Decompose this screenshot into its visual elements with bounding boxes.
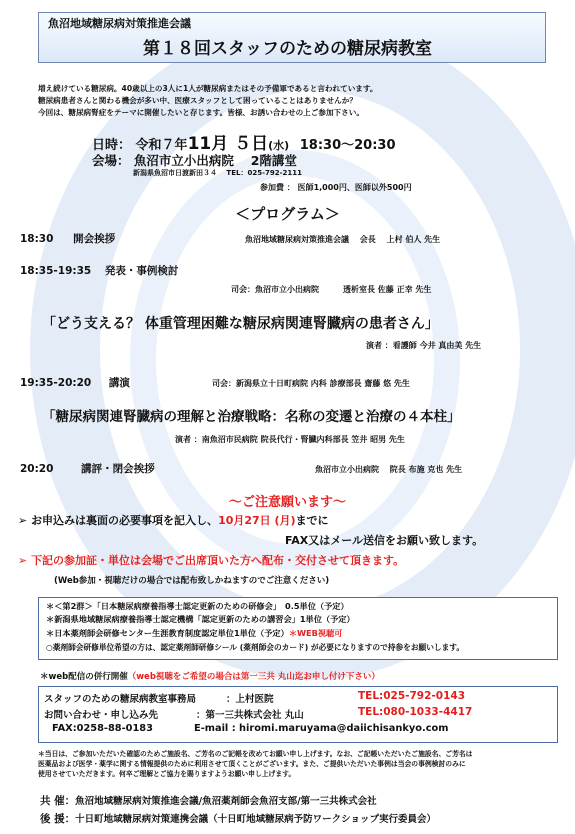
venue-name: 魚沼市立小出病院 2階講堂 bbox=[133, 153, 297, 168]
cohost-label: 共 催： bbox=[40, 795, 76, 807]
page-title: 第１８回スタッフのための糖尿病教室 bbox=[143, 39, 432, 59]
intro-line: 今回は、糖尿病腎症をテーマに開催したいと存じます。皆様、お誘い合わせの上ご参加下さい。 bbox=[38, 108, 364, 117]
program-time: 18:35-19:35 bbox=[20, 265, 92, 277]
event-venue bbox=[92, 151, 297, 169]
web-viewable-badge: ＊WEB視聴可 bbox=[288, 628, 343, 638]
talk-title: 「糖尿病関連腎臓病の理解と治療戦略：名称の変遷と治療の４本柱」 bbox=[42, 409, 461, 425]
program-title: 講評・閉会挨拶 bbox=[81, 463, 155, 475]
program-heading: ＜プログラム＞ bbox=[235, 205, 340, 223]
program-presenter: 魚沼市立小出病院 院長 布施 克也 先生 bbox=[315, 465, 463, 474]
participation-fee: 参加費 ： 医師1,000円、医師以外500円 bbox=[260, 183, 412, 192]
organizer-name: 魚沼地域糖尿病対策推進会議 bbox=[48, 17, 191, 30]
credit-item bbox=[46, 628, 342, 639]
inquiry-label: お問い合わせ・申し込み先 bbox=[44, 710, 159, 721]
talk-speaker: 演者 ：南魚沼市民病院 院長代行・腎臓内科部長 笠井 昭男 先生 bbox=[175, 435, 405, 444]
office-phone: TEL:025-792-0143 bbox=[358, 690, 465, 702]
venue-address: 新潟県魚沼市日渡新田３４ TEL：025-792-2111 bbox=[133, 169, 302, 177]
talk-title: 「どう支える？ 体重管理困難な糖尿病関連腎臓病の患者さん」 bbox=[42, 316, 439, 332]
deadline-date: 10月27日 (月) bbox=[218, 514, 296, 527]
fax-number: FAX:0258-88-0183 bbox=[52, 723, 153, 734]
footnote-line: 使用させていただきます。何卒ご理解とご協力を賜りますようお願い申し上げます。 bbox=[38, 770, 296, 778]
program-time: 18:30 bbox=[20, 233, 54, 245]
certificate-notice: 下記の参加証・単位は会場でご出席頂いた方へ配布・交付させて頂きます。 bbox=[31, 554, 405, 567]
program-item bbox=[20, 263, 178, 278]
footnote-line: ＊当日は、ご参加いただいた確認のためご施設名、ご芳名のご記帳を改めてお願い申し上げます。なお、ご記帳いただいたご施設名、ご芳名は bbox=[38, 750, 473, 758]
notice-heading: ～ご注意願います～ bbox=[228, 495, 346, 510]
web-broadcast-label: ＊web配信の併行開催 bbox=[40, 672, 128, 682]
program-item bbox=[20, 461, 155, 476]
date-label: 日時： bbox=[92, 138, 132, 153]
office-label: スタッフのための糖尿病教室事務局 bbox=[44, 694, 197, 705]
intro-line: 増え続けている糖尿病。40歳以上の3人に1人が糖尿病またはその予備軍であると言われています。 bbox=[38, 84, 378, 93]
venue-label: 会場： bbox=[92, 153, 130, 168]
program-title: 発表・事例検討 bbox=[104, 265, 179, 277]
program-chair: 司会：新潟県立十日町病院 内科 診療部長 齋藤 悠 先生 bbox=[212, 379, 410, 388]
program-time: 20:20 bbox=[20, 463, 54, 475]
program-item bbox=[20, 375, 130, 390]
credit-item: ○薬剤師会研修単位希望の方は、認定薬剤師研修シール (薬剤師会のカード) が必要になりますので持参をお願いします。 bbox=[46, 643, 465, 652]
support-line bbox=[40, 811, 436, 826]
office-org: ：上村医院 bbox=[226, 694, 274, 705]
web-broadcast bbox=[40, 670, 380, 682]
footnote-line: 医薬品および医学・薬学に関する情報提供のために利用させて頂くことがございます。また、ご提供いただいた事例は当会の事例検討のみに bbox=[38, 760, 466, 768]
intro-text bbox=[38, 83, 558, 119]
credit-item: ＊＜第2群＞「日本糖尿病療養指導士認定更新のための研修会」 0.5単位（予定） bbox=[46, 601, 349, 611]
program-title: 講演 bbox=[108, 377, 130, 389]
arrow-bullet-icon: ➢ bbox=[18, 514, 28, 527]
program-title: 開会挨拶 bbox=[73, 233, 116, 245]
date-main: 11月 ５日 bbox=[187, 134, 269, 154]
support-label: 後 援： bbox=[40, 813, 76, 825]
footnote bbox=[38, 749, 558, 779]
cohost-line bbox=[40, 793, 377, 808]
web-broadcast-contact: （web視聴をご希望の場合は第一三共 丸山迄お申し付け下さい） bbox=[127, 672, 380, 682]
program-chair: 司会：魚沼市立小出病院 透析室長 佐藤 正幸 先生 bbox=[231, 285, 432, 294]
inquiry-org: ：第一三共株式会社 丸山 bbox=[196, 710, 304, 721]
notice-line bbox=[18, 512, 329, 528]
notice-submit: FAX又はメール送信をお願い致します。 bbox=[285, 534, 484, 547]
program-item bbox=[20, 231, 115, 246]
program-presenter: 魚沼地域糖尿病対策推進会議 会長 上村 伯人 先生 bbox=[245, 235, 441, 244]
date-era: 令和７年 bbox=[135, 138, 188, 153]
credit-text: ＊日本薬剤師会研修センター生涯教育制度認定単位1単位（予定） bbox=[46, 628, 289, 638]
program-time: 19:35-20:20 bbox=[20, 377, 92, 389]
contact-email: E-mail : hiromi.maruyama@daiichisankyo.com bbox=[194, 723, 449, 734]
date-dow: (水) bbox=[268, 139, 290, 152]
credit-item: ＊新潟県地域糖尿病療養指導士認定機構「認定更新のための講習会」1単位（予定） bbox=[46, 614, 355, 624]
notice-text: お申込みは裏面の必要事項を記入し、 bbox=[31, 514, 219, 527]
support-orgs: 十日町地域糖尿病対策連携会議（十日町地域糖尿病予防ワークショップ実行委員会） bbox=[75, 814, 436, 825]
web-note: (Web参加・視聴だけの場合では配布致しかねますのでご注意ください) bbox=[54, 576, 330, 586]
cohost-orgs: 魚沼地域糖尿病対策推進会議/魚沼薬剤師会魚沼支部/第一三共株式会社 bbox=[75, 796, 377, 807]
event-time: 18:30～20:30 bbox=[299, 138, 396, 153]
notice-line bbox=[18, 552, 404, 568]
talk-speaker: 演者 ：看護師 今井 真由美 先生 bbox=[366, 341, 482, 350]
inquiry-phone: TEL:080-1033-4417 bbox=[358, 706, 473, 718]
intro-line: 糖尿病患者さんと関わる機会が多い中、医療スタッフとして困っていることはありませんか？ bbox=[38, 96, 357, 105]
arrow-bullet-icon: ➢ bbox=[18, 554, 28, 567]
notice-text: までに bbox=[295, 514, 329, 527]
